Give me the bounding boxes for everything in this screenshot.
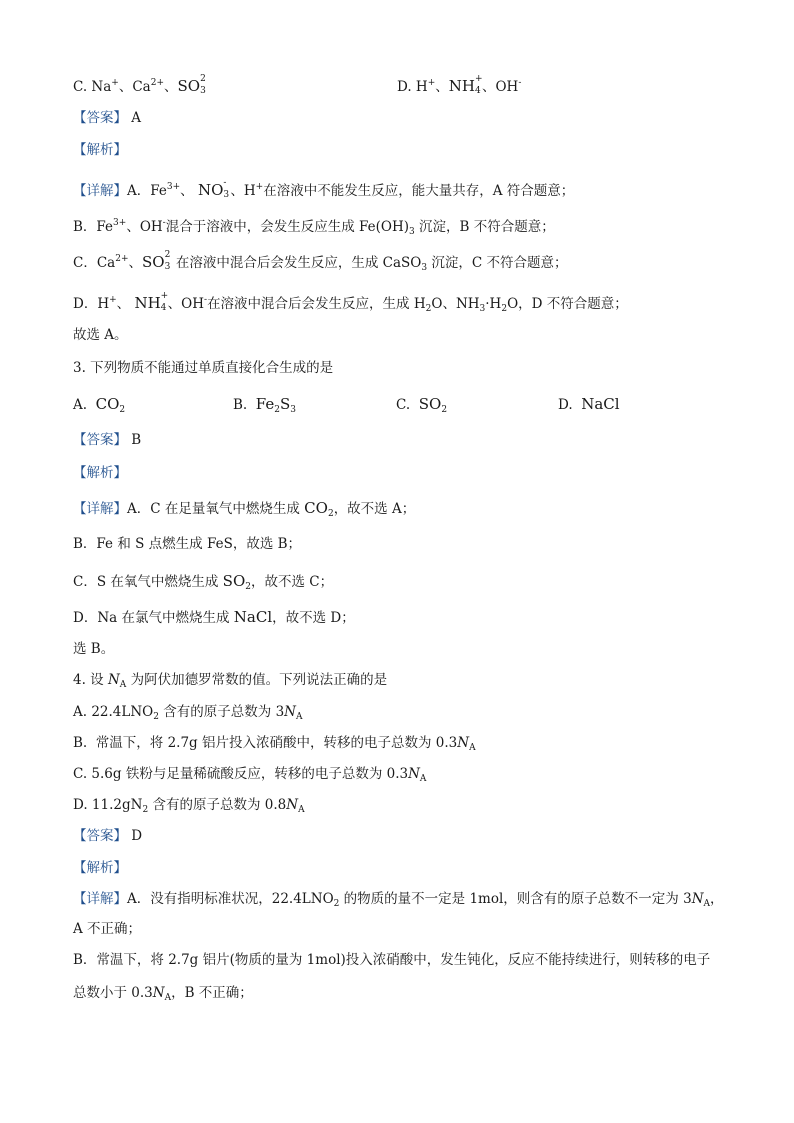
analysis-tag: 【解析】 bbox=[73, 860, 127, 876]
detail-line: A 不正确； bbox=[73, 921, 142, 937]
option-a: A. $22.4LNO_2$ 含有的原子总数为 $3N_A$ bbox=[73, 704, 303, 722]
detail-line: B．$Fe^{3+}$、OH-混合于溶液中，会发生反应生成 $Fe(OH)_3$ 沉淀，B 不符合题意； bbox=[73, 218, 555, 237]
conclusion-line: 选 B。 bbox=[73, 641, 115, 657]
option-d: D. NaCl bbox=[558, 395, 620, 413]
detail-tag: 【详解】 bbox=[73, 891, 127, 907]
answer-line bbox=[73, 430, 141, 450]
detail-line: D．Na 在氯气中燃烧生成 NaCl，故不选 D； bbox=[73, 608, 355, 626]
detail-tag: 【详解】 bbox=[73, 501, 127, 517]
detail-line: 【详解】A．$Fe^{3+}$、 NO - 3 、H+在溶液中不能发生反应，能大量共存，A 符合题意； bbox=[73, 178, 575, 200]
detail-line: C．S 在氧气中燃烧生成 $SO_2$，故不选 C； bbox=[73, 572, 334, 592]
answer-value: B bbox=[131, 432, 142, 448]
answer-value: D bbox=[131, 828, 143, 844]
option-a: A. $CO_2$ bbox=[73, 395, 126, 415]
option-c: C. $SO_2$ bbox=[396, 395, 448, 415]
answer-line bbox=[73, 826, 142, 846]
detail-line: 【详解】A．没有指明标准状况，$22.4LNO_2$ 的物质的量不一定是 1mol，则含有的原子总数不一定为 $3N_A$， bbox=[73, 891, 724, 909]
analysis-tag: 【解析】 bbox=[73, 465, 127, 481]
analysis-tag: 【解析】 bbox=[73, 142, 127, 158]
option-d: D. H+、NH + 4 、OH- bbox=[397, 74, 522, 96]
detail-line: B．常温下，将 2.7g 铝片(物质的量为 1mol)投入浓硝酸中，发生钝化，反应不能持续进行，则转移的电子 bbox=[73, 952, 711, 968]
detail-line: D．H+、 NH + 4 、OH-在溶液中混合后会发生反应，生成 $H_2O$、$NH_3\cdot H_2O$，D 不符合题意； bbox=[73, 291, 628, 314]
conclusion-line: 故选 A。 bbox=[73, 327, 128, 343]
option-b: B. 常温下，将 2.7g 铝片投入浓硝酸中，转移的电子总数为 $0.3N_A$ bbox=[73, 735, 476, 753]
answer-tag: 【答案】 bbox=[73, 110, 127, 126]
answer-value: A bbox=[131, 110, 142, 126]
question-stem: 4. 设 $N_A$ 为阿伏加德罗常数的值。下列说法正确的是 bbox=[73, 672, 388, 690]
option-c: C. Na+、$Ca^{2+}$、SO 2 3 bbox=[73, 74, 206, 96]
answer-tag: 【答案】 bbox=[73, 828, 127, 844]
detail-tag: 【详解】 bbox=[73, 183, 127, 199]
option-c: C. 5.6g 铁粉与足量稀硫酸反应，转移的电子总数为 $0.3N_A$ bbox=[73, 766, 427, 784]
detail-line: 【详解】A．C 在足量氧气中燃烧生成 $CO_2$，故不选 A； bbox=[73, 499, 416, 519]
detail-line: C．$Ca^{2+}$、SO 2 3 在溶液中混合后会发生反应，生成 CaSO$_3$ 沉淀，C 不符合题意； bbox=[73, 250, 568, 273]
option-d: D. $11.2gN_2$ 含有的原子总数为 $0.8N_A$ bbox=[73, 797, 305, 815]
question-stem: 3. 下列物质不能通过单质直接化合生成的是 bbox=[73, 360, 334, 376]
answer-line bbox=[73, 108, 141, 128]
detail-line: B．Fe 和 S 点燃生成 FeS，故选 B； bbox=[73, 536, 302, 552]
option-b: B. $Fe_2S_3$ bbox=[233, 395, 297, 415]
detail-line: 总数小于 $0.3N_A$，B 不正确； bbox=[73, 985, 253, 1003]
answer-tag: 【答案】 bbox=[73, 432, 127, 448]
